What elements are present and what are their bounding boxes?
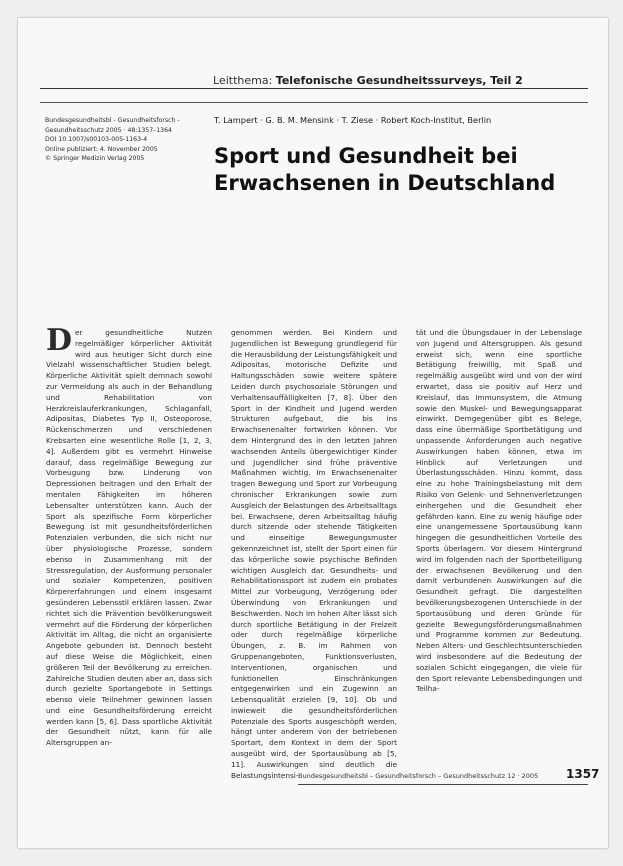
meta-line: DOI 10.1007/s00103-005-1163-4 bbox=[45, 136, 148, 143]
series-header bbox=[213, 73, 593, 89]
title-line-1: Sport und Gesundheit bei bbox=[214, 144, 518, 168]
drop-cap: D bbox=[46, 323, 73, 358]
citation-metadata bbox=[45, 116, 205, 164]
series-topic: Telefonische Gesundheitssurveys, Teil 2 bbox=[275, 74, 523, 87]
header-rule bbox=[40, 88, 588, 89]
journal-footer: Bundesgesundheitsbl – Gesundheitsforsch – Gesundheitsschutz 12 · 2005 bbox=[298, 772, 539, 780]
series-lead: Leitthema: bbox=[213, 74, 273, 87]
column-1-text: er gesundheitliche Nutzen regelmäßiger körperlicher Aktivität wird aus heutiger Sicht durch eine Vielzahl wissenschaftlicher Studien belegt. Körperliche Aktivität spielt demnach sowohl zur Vermeidung als auch in der Behandlung und Rehabilitation von Herzkreislauferkrankungen, Schlaganfall, Adipositas, Diabetes Typ II, Osteoporose, Rückenschmerzen und verschiedenen Krebsarten eine wesentliche Rolle [1, 2, 3, 4]. Außerdem gibt es vermehrt Hinweise darauf, dass regelmäßige Bewegung zur Vorbeugung bzw. Linderung von Depressionen beitragen und den Erhalt der mentalen Fähigkeiten im höheren Lebensalter unterstützen kann. Auch der Sport als spezifische Form körperlicher Bewegung ist mit gesundheitsförderlichen Potenzialen verbunden, die sich nicht nur über physiologische Prozesse, sondern ebenso in Zusammenhang mit der Stressregulation, der Ausformung personaler und sozialer Kompetenzen, positiven Körpererfahrungen und einem insgesamt gesünderen Lebensstil erklären lassen. Zwar richtet sich die Prävention bevölkerungsweit vermehrt auf die Förderung der körperlichen Aktivität im Alltag, die nicht an organisierte Angebote gebunden ist. Dennoch besteht auf diese Weise die Möglichkeit, einen größeren Teil der Bevölkerung zu erreichen. Zahlreiche Studien deuten aber an, dass sich durch gezielte Sportangebote in Settings ebenso viele Teilnehmer gewinnen lassen und eine Gesundheitsförderung erreicht werden kann [5, 6]. Dass sportliche Aktivität der Gesundheit nützt, kann für alle Altersgruppen an- bbox=[46, 328, 212, 748]
meta-line: © Springer Medizin Verlag 2005 bbox=[45, 155, 145, 162]
meta-line: Gesundheitsschutz 2005 · 48:1357–1364 bbox=[45, 126, 172, 134]
author-line: T. Lampert · G. B. M. Mensink · T. Ziese · Robert Koch-Institut, Berlin bbox=[214, 115, 492, 125]
page-number: 1357 bbox=[566, 767, 600, 781]
article-title bbox=[214, 143, 594, 197]
article-page bbox=[18, 18, 608, 848]
title-line-2: Erwachsenen in Deutschland bbox=[214, 171, 556, 195]
column-3-text: tät und die Übungsdauer in der Lebenslage von Jugend und Altersgruppen. Als gesund erweist sich, wenn eine sportliche Betätigung freiwillig, mit Spaß und regelmäßig ausgeübt wird und von der wird erwartet, dass sie positiv auf Herz und Kreislauf, das Immunsystem, die Atmung sowie den Muskel- und Bewegungsapparat einwirkt. Demgegenüber gibt es Belege, dass eine übermäßige Sportbetätigung und unpassende Anforderungen auch negative Auswirkungen haben können, etwa im Hinblick auf Verletzungen und Überlastungsschäden. Hinzu kommt, dass eine zu hohe Trainingsbelastung mit dem Risiko von Gelenk- und Sehnenverletzungen einhergehen und die Gesundheit eher gefährden kann. Eine zu wenig häufige oder eine unangemessene Sportausübung kann hingegen die gesundheitlichen Vorteile des Sports überlagern. Vor diesem Hintergrund wird im folgenden nach der Sportbeteiligung der erwachsenen Bevölkerung und den damit verbundenen Auswirkungen auf die Gesundheit gefragt. Die dargestellten bevölkerungsbezogenen Unterschiede in der Sportausübung und deren Gründe für gezielte Bewegungsförderungsmaßnahmen und Programme kommen zur Bedeutung. Neben Alters- und Geschlechtsunterschieden wird insbesondere auf die Bedeutung der sozialen Schicht eingegangen, die viele für den Sport relevante Lebensbedingungen und Teilha- bbox=[416, 328, 582, 694]
meta-line: Bundesgesundheitsbl - Gesundheitsforsch - bbox=[45, 117, 180, 124]
meta-line: Online publiziert: 4. November 2005 bbox=[45, 145, 158, 153]
body-column-3 bbox=[416, 328, 582, 763]
column-2-text: genommen werden. Bei Kindern und Jugendlichen ist Bewegung grundlegend für die Herausbildung der Leistungsfähigkeit und Adipositas, motorische Defizite und Haltungsschäden sowie weitere spätere Leiden durch psychosoziale Störungen und Verhaltensauffälligkeiten [7, 8]. Über den Sport in der Kindheit und Jugend werden Strukturen aufgebaut, die bis ins Erwachsenenalter fortwirken können. Vor dem Hintergrund des in den letzten Jahren wachsenden Anteils übergewichtiger Kinder und Jugendlicher sind frühe präventive Maßnahmen wichtig. Im Erwachsenenalter tragen Bewegung und Sport zur Vorbeugung chronischer Erkrankungen sowie zum Ausgleich der Belastungen des Arbeitsalltags bei. Erwachsene, deren Arbeitsalltag häufig durch sitzende oder stehende Tätigkeiten und einseitige Bewegungsmuster gekennzeichnet ist, stellt der Sport einen für das körperliche sowie psychische Befinden wichtigen Ausgleich dar. Gesundheits- und Rehabilitationssport ist zudem ein probates Mittel zur Vorbeugung, Verzögerung oder Überwindung von Erkrankungen und Beschwerden. Noch im hohen Alter lässt sich durch sportliche Betätigung in der Freizeit oder durch regelmäßige körperliche Übungen, z. B. im Rahmen von Gruppenangeboten, Funktionsverlusten, Interventionen, organischen und funktionellen Einschränkungen entgegenwirken und ein Zugewinn an Lebensqualität erzielen [9, 10]. Ob und inwieweit die gesundheitsförderlichen Potenziale des Sports ausgeschöpft werden, hängt unter anderem von der betriebenen Sportart, dem Kontext in dem der Sport ausgeübt wird, der Sportausübung ab [5, 11]. Auswirkungen sind deutlich die Belastungsintensi- bbox=[231, 328, 397, 780]
body-column-2 bbox=[231, 328, 397, 780]
footer-rule bbox=[298, 784, 588, 785]
subheader-rule bbox=[40, 102, 588, 103]
body-column-1 bbox=[46, 323, 212, 763]
